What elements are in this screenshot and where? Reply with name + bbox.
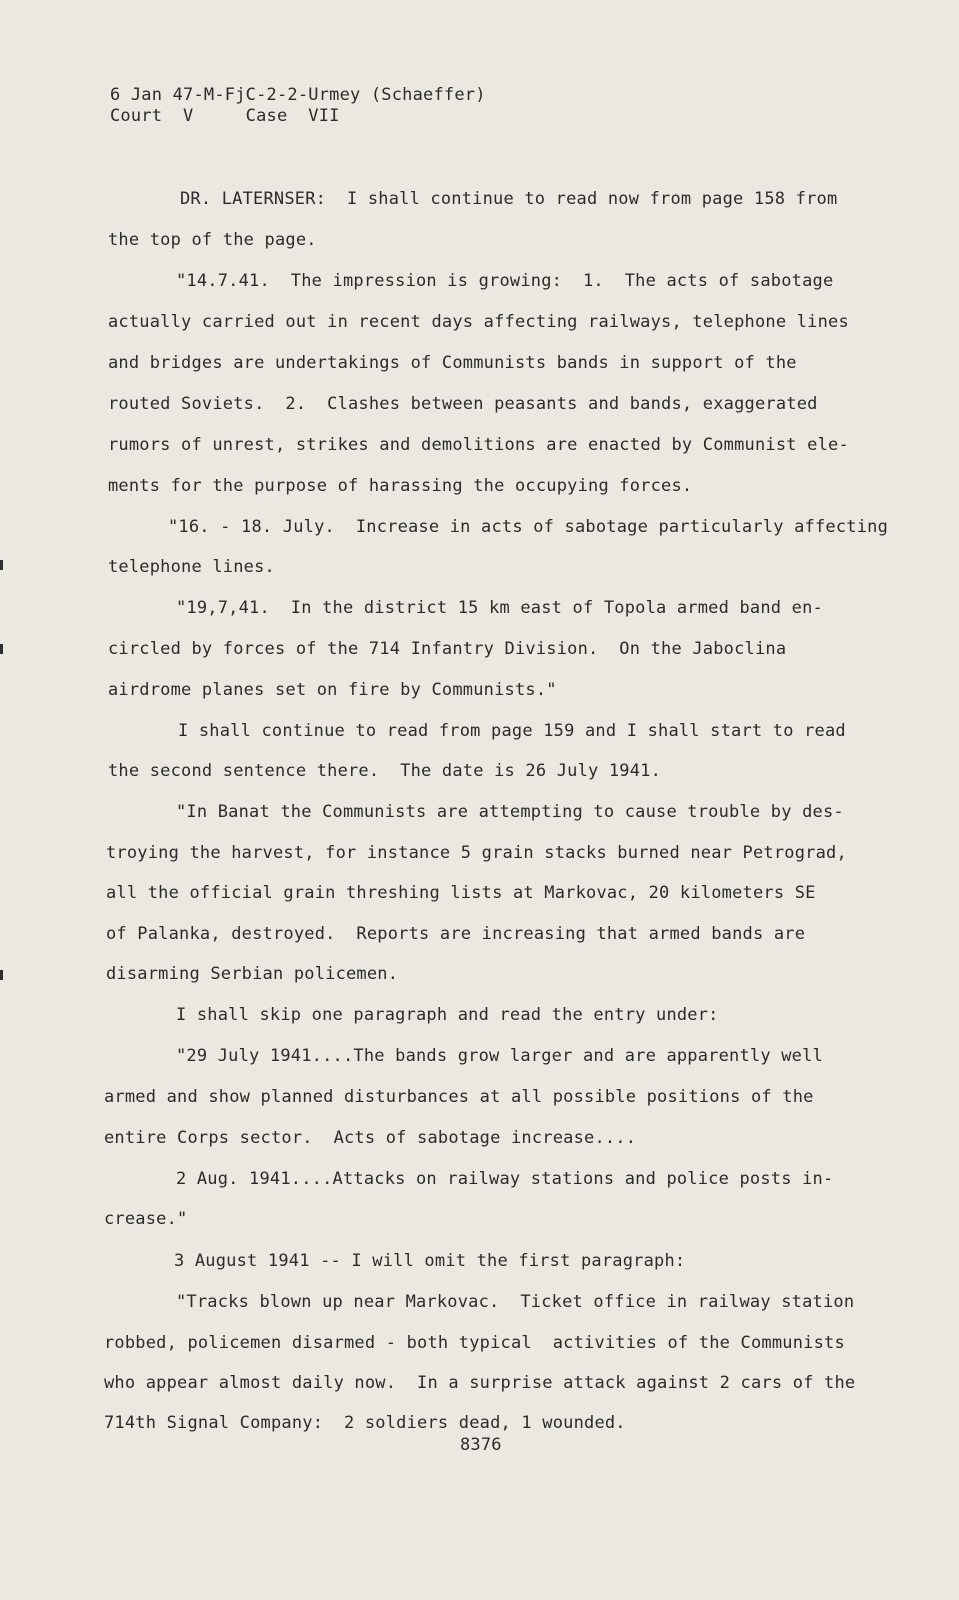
body-line: "29 July 1941....The bands grow larger and are apparently well (176, 1046, 823, 1066)
scan-mark (0, 644, 3, 654)
body-line: I shall skip one paragraph and read the entry under: (176, 1005, 719, 1025)
body-line: circled by forces of the 714 Infantry Division. On the Jaboclina (108, 639, 787, 659)
body-line: "In Banat the Communists are attempting to cause trouble by des- (176, 802, 844, 822)
header-docket: 6 Jan 47-M-FjC-2-2-Urmey (Schaeffer) (110, 85, 486, 105)
body-line: and bridges are undertakings of Communists bands in support of the (108, 353, 797, 373)
body-line: entire Corps sector. Acts of sabotage increase.... (104, 1128, 637, 1148)
body-line: the top of the page. (108, 230, 317, 250)
body-line: telephone lines. (108, 557, 275, 577)
body-line: "14.7.41. The impression is growing: 1. The acts of sabotage (176, 271, 834, 291)
body-line: "19,7,41. In the district 15 km east of Topola armed band en- (176, 598, 823, 618)
body-line: of Palanka, destroyed. Reports are increasing that armed bands are (106, 924, 806, 944)
body-line: troying the harvest, for instance 5 grain stacks burned near Petrograd, (106, 843, 847, 863)
body-line: armed and show planned disturbances at all possible positions of the (104, 1087, 814, 1107)
body-line: 714th Signal Company: 2 soldiers dead, 1 wounded. (104, 1413, 626, 1433)
body-line: all the official grain threshing lists at Markovac, 20 kilometers SE (106, 883, 816, 903)
page-number: 8376 (460, 1435, 502, 1455)
header-court-case: Court V Case VII (110, 106, 340, 126)
body-line: 3 August 1941 -- I will omit the first paragraph: (174, 1251, 686, 1271)
scan-mark (0, 970, 3, 980)
body-line: "16. - 18. July. Increase in acts of sabotage particularly affecting (168, 517, 889, 537)
body-line: routed Soviets. 2. Clashes between peasants and bands, exaggerated (108, 394, 818, 414)
body-line: airdrome planes set on fire by Communists." (108, 680, 557, 700)
body-line: ments for the purpose of harassing the occupying forces. (108, 476, 693, 496)
body-line: robbed, policemen disarmed - both typical activities of the Communists (104, 1333, 845, 1353)
body-line: "Tracks blown up near Markovac. Ticket office in railway station (176, 1292, 855, 1312)
scan-mark (0, 560, 3, 570)
body-line: disarming Serbian policemen. (106, 964, 399, 984)
body-line: actually carried out in recent days affecting railways, telephone lines (108, 312, 849, 332)
body-line: who appear almost daily now. In a surprise attack against 2 cars of the (104, 1373, 856, 1393)
body-line: rumors of unrest, strikes and demolitions are enacted by Communist ele- (108, 435, 849, 455)
body-line: the second sentence there. The date is 26 July 1941. (108, 761, 662, 781)
body-line: DR. LATERNSER: I shall continue to read now from page 158 from (180, 189, 838, 209)
body-line: 2 Aug. 1941....Attacks on railway stations and police posts in- (176, 1169, 834, 1189)
body-line: crease." (104, 1209, 188, 1229)
body-line: I shall continue to read from page 159 and I shall start to read (178, 721, 846, 741)
